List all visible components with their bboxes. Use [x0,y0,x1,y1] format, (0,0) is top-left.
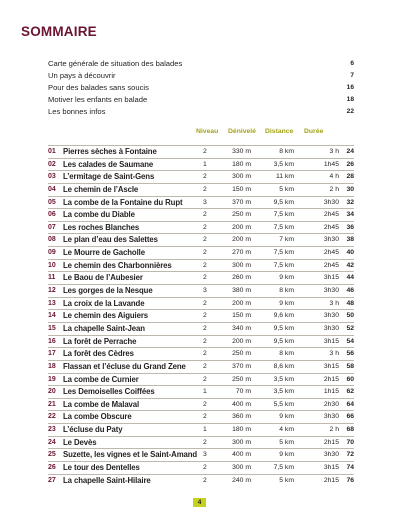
walk-number: 09 [48,249,56,257]
intro-item-page: 6 [350,60,354,67]
walk-row[interactable] [48,347,354,360]
walk-niveau: 2 [203,476,207,484]
walk-row[interactable] [48,360,354,373]
walk-row[interactable] [48,423,354,436]
walk-denivele: 180 m [232,426,251,434]
intro-item[interactable] [48,58,354,70]
walk-distance: 7,5 km [273,261,294,269]
walk-page: 58 [346,362,354,370]
walk-duree: 2h15 [323,375,339,383]
walk-name: Le Mourre de Gacholle [63,248,145,258]
walk-distance: 8 km [279,287,294,295]
walk-row[interactable] [48,271,354,284]
walk-duree: 3h30 [323,198,339,206]
walk-row[interactable] [48,335,354,348]
walk-duree: 2h15 [323,438,339,446]
walk-duree: 3 h [329,148,339,155]
intro-item-label: Carte générale de situation des balades [48,59,183,68]
walk-row[interactable] [48,436,354,449]
walk-name: La combe de la Fontaine du Rupt [63,197,183,207]
walk-niveau: 2 [203,362,207,370]
walk-name: Le chemin des Aiguiers [63,311,149,321]
walk-duree: 3 h [329,299,339,307]
walk-row[interactable] [48,158,354,171]
walk-niveau: 1 [203,160,207,168]
walk-number: 01 [48,148,56,155]
walk-distance: 9,5 km [273,198,294,206]
intro-item-page: 22 [346,108,354,115]
walk-page: 34 [346,211,354,219]
walk-distance: 9 km [279,413,294,421]
walk-niveau: 2 [203,324,207,332]
walk-name: La combe Obscure [63,412,132,422]
walk-row[interactable] [48,183,354,196]
walk-name: Le Devès [63,437,97,447]
walk-distance: 11 km [275,173,294,181]
walk-denivele: 70 m [235,388,251,396]
intro-item-label: Pour des balades sans soucis [48,83,149,92]
walk-niveau: 2 [203,464,207,472]
walk-duree: 3h30 [323,312,339,320]
walk-distance: 4 km [279,426,294,434]
walk-niveau: 2 [203,249,207,257]
walk-page: 50 [346,312,354,320]
column-header-duree: Durée [304,128,324,135]
walk-name: Les roches Blanches [63,222,140,232]
walk-niveau: 2 [203,299,207,307]
walk-niveau: 2 [203,413,207,421]
walk-number: 21 [48,400,56,408]
walk-duree: 3h30 [323,451,339,459]
walk-number: 20 [48,388,56,396]
walk-denivele: 250 m [232,375,251,383]
walk-denivele: 380 m [232,287,251,295]
walk-name: La chapelle Saint-Hilaire [63,475,151,485]
walk-denivele: 300 m [232,464,251,472]
intro-item-page: 7 [350,72,354,79]
walk-distance: 7,5 km [273,249,294,257]
walk-page: 52 [346,324,354,332]
walk-denivele: 370 m [232,362,251,370]
column-header-distance: Distance [265,128,294,135]
walk-niveau: 2 [203,312,207,320]
walk-distance: 7,5 km [273,464,294,472]
walk-number: 05 [48,198,56,206]
walk-page: 40 [346,249,354,257]
walk-niveau: 2 [203,148,207,155]
walk-row[interactable] [48,398,354,411]
walk-niveau: 3 [203,198,207,206]
walk-duree: 3h15 [323,464,339,472]
walk-page: 60 [346,375,354,383]
walk-row[interactable] [48,461,354,474]
walk-page: 48 [346,299,354,307]
walk-number: 02 [48,160,56,168]
walk-name: Suzette, les vignes et le Saint-Amand [63,450,198,460]
walk-niveau: 2 [203,173,207,181]
walk-row[interactable] [48,385,354,398]
intro-item-page: 18 [346,96,354,103]
walk-number: 18 [48,362,56,370]
walk-denivele: 200 m [232,223,251,231]
page-title: SOMMAIRE [21,24,97,39]
walk-name: Les Demoiselles Coiffées [63,387,155,397]
walk-duree: 1h45 [323,160,339,168]
walk-denivele: 270 m [232,249,251,257]
walk-duree: 3h30 [323,287,339,295]
walk-number: 12 [48,287,56,295]
walk-denivele: 370 m [232,198,251,206]
walk-page: 64 [346,400,354,408]
walk-number: 23 [48,426,56,434]
walk-page: 38 [346,236,354,244]
walk-niveau: 3 [203,451,207,459]
walk-distance: 9 km [279,299,294,307]
walk-distance: 3,5 km [273,375,294,383]
walk-number: 13 [48,299,56,307]
walk-duree: 2h15 [323,476,339,484]
walk-denivele: 300 m [232,438,251,446]
walk-distance: 7,5 km [273,211,294,219]
walk-name: La forêt de Perrache [63,336,137,346]
walk-row[interactable] [48,373,354,386]
walk-denivele: 200 m [232,299,251,307]
walk-page: 74 [346,464,354,472]
walk-name: La combe de Curnier [63,374,139,384]
walk-niveau: 2 [203,337,207,345]
walk-denivele: 150 m [232,312,251,320]
walk-name: Le chemin des Charbonnières [63,260,172,270]
walk-number: 25 [48,451,56,459]
walk-niveau: 2 [203,211,207,219]
walk-name: La chapelle Saint-Jean [63,323,145,333]
walk-number: 16 [48,337,56,345]
walk-number: 04 [48,185,56,193]
walk-row[interactable] [48,410,354,423]
walk-number: 06 [48,211,56,219]
walk-row[interactable] [48,448,354,461]
walk-row[interactable] [48,474,354,487]
walk-name: Le chemin de l’Ascle [63,184,139,194]
walk-distance: 7 km [279,236,294,244]
walk-distance: 9,5 km [273,337,294,345]
walk-row[interactable] [48,284,354,297]
walk-number: 22 [48,413,56,421]
walk-number: 03 [48,173,56,181]
walk-niveau: 1 [203,426,207,434]
walk-distance: 9,5 km [273,324,294,332]
walk-number: 17 [48,350,56,358]
walk-page: 42 [346,261,354,269]
walk-row[interactable] [48,259,354,272]
page-number: 4 [193,498,206,507]
walk-niveau: 2 [203,236,207,244]
walk-name: L’écluse du Paty [63,425,123,435]
walk-page: 24 [346,148,354,155]
walk-page: 32 [346,198,354,206]
walk-duree: 2h30 [323,400,339,408]
walk-number: 15 [48,324,56,332]
walk-duree: 2h45 [323,249,339,257]
intro-item-label: Les bonnes infos [48,107,106,116]
walk-row[interactable] [48,233,354,246]
walk-page: 68 [346,426,354,434]
walk-page: 44 [346,274,354,282]
intro-item[interactable] [48,94,354,106]
walk-denivele: 260 m [232,274,251,282]
walk-denivele: 200 m [232,236,251,244]
walk-denivele: 300 m [232,173,251,181]
walk-number: 27 [48,476,56,484]
walk-page: 26 [346,160,354,168]
walk-duree: 2h45 [323,211,339,219]
table-header [0,128,400,140]
walk-duree: 3h15 [323,337,339,345]
walk-denivele: 200 m [232,337,251,345]
walk-list [48,145,354,486]
walk-denivele: 250 m [232,211,251,219]
walk-distance: 5,5 km [273,400,294,408]
walk-name: Le Baou de l’Aubesier [63,273,143,283]
walk-distance: 5 km [279,476,294,484]
walk-number: 14 [48,312,56,320]
walk-number: 08 [48,236,56,244]
walk-name: Pierres sèches à Fontaine [63,147,157,156]
intro-item[interactable] [48,70,354,82]
walk-duree: 2h45 [323,223,339,231]
walk-distance: 7,5 km [273,223,294,231]
walk-row[interactable] [48,297,354,310]
walk-distance: 5 km [279,438,294,446]
walk-niveau: 2 [203,223,207,231]
walk-page: 28 [346,173,354,181]
walk-denivele: 180 m [232,160,251,168]
walk-niveau: 2 [203,438,207,446]
walk-row[interactable] [48,208,354,221]
walk-denivele: 300 m [232,261,251,269]
walk-name: Les gorges de la Nesque [63,286,153,296]
walk-row[interactable] [48,221,354,234]
column-header-denivele: Dénivelé [228,128,256,135]
walk-number: 07 [48,223,56,231]
walk-duree: 3h30 [323,413,339,421]
walk-page: 46 [346,287,354,295]
walk-denivele: 240 m [232,476,251,484]
walk-denivele: 360 m [232,413,251,421]
walk-name: La combe du Diable [63,210,135,220]
walk-niveau: 2 [203,375,207,383]
walk-page: 30 [346,185,354,193]
walk-denivele: 400 m [232,451,251,459]
walk-niveau: 2 [203,350,207,358]
walk-page: 70 [346,438,354,446]
walk-distance: 8,6 km [273,362,294,370]
walk-duree: 3h30 [323,324,339,332]
walk-number: 24 [48,438,56,446]
walk-distance: 9,6 km [273,312,294,320]
walk-distance: 3,5 km [273,160,294,168]
walk-distance: 3,5 km [273,388,294,396]
walk-page: 66 [346,413,354,421]
walk-niveau: 3 [203,287,207,295]
walk-distance: 8 km [279,350,294,358]
walk-page: 72 [346,451,354,459]
walk-duree: 3h30 [323,236,339,244]
walk-name: La combe de Malaval [63,399,140,409]
walk-distance: 9 km [279,274,294,282]
walk-name: Le tour des Dentelles [63,463,140,473]
walk-page: 76 [346,476,354,484]
walk-denivele: 330 m [232,148,251,155]
walk-distance: 8 km [279,148,294,155]
walk-page: 62 [346,388,354,396]
walk-duree: 4 h [329,173,339,181]
walk-row[interactable] [48,170,354,183]
intro-item-label: Un pays à découvrir [48,71,116,80]
walk-duree: 2 h [329,426,339,434]
walk-duree: 1h15 [323,388,339,396]
walk-niveau: 2 [203,400,207,408]
walk-niveau: 2 [203,261,207,269]
walk-niveau: 1 [203,388,207,396]
intro-item-label: Motiver les enfants en balade [48,95,148,104]
intro-list [48,58,354,118]
walk-page: 36 [346,223,354,231]
walk-row[interactable] [48,309,354,322]
walk-denivele: 150 m [232,185,251,193]
walk-name: Le plan d’eau des Salettes [63,235,158,245]
walk-row[interactable] [48,196,354,209]
walk-name: La forêt des Cèdres [63,349,134,359]
walk-row[interactable] [48,322,354,335]
walk-number: 11 [48,274,56,282]
intro-item[interactable] [48,82,354,94]
walk-denivele: 340 m [232,324,251,332]
walk-number: 19 [48,375,56,383]
walk-duree: 3h15 [323,274,339,282]
intro-item[interactable] [48,106,354,118]
column-header-niveau: Niveau [196,128,219,135]
walk-distance: 5 km [279,185,294,193]
walk-denivele: 400 m [232,400,251,408]
walk-distance: 9 km [279,451,294,459]
walk-niveau: 2 [203,185,207,193]
walk-number: 10 [48,261,56,269]
walk-duree: 2 h [329,185,339,193]
walk-niveau: 2 [203,274,207,282]
walk-name: Flassan et l’écluse du Grand Zene [63,361,186,371]
walk-denivele: 250 m [232,350,251,358]
walk-duree: 3 h [329,350,339,358]
walk-name: Les calades de Saumane [63,159,154,169]
walk-name: La croix de la Lavande [63,298,145,308]
intro-item-page: 16 [346,84,354,91]
walk-row[interactable] [48,145,354,158]
walk-duree: 3h15 [323,362,339,370]
walk-page: 54 [346,337,354,345]
walk-duree: 2h45 [323,261,339,269]
walk-page: 56 [346,350,354,358]
walk-name: L’ermitage de Saint-Gens [63,172,155,182]
walk-row[interactable] [48,246,354,259]
walk-number: 26 [48,464,56,472]
